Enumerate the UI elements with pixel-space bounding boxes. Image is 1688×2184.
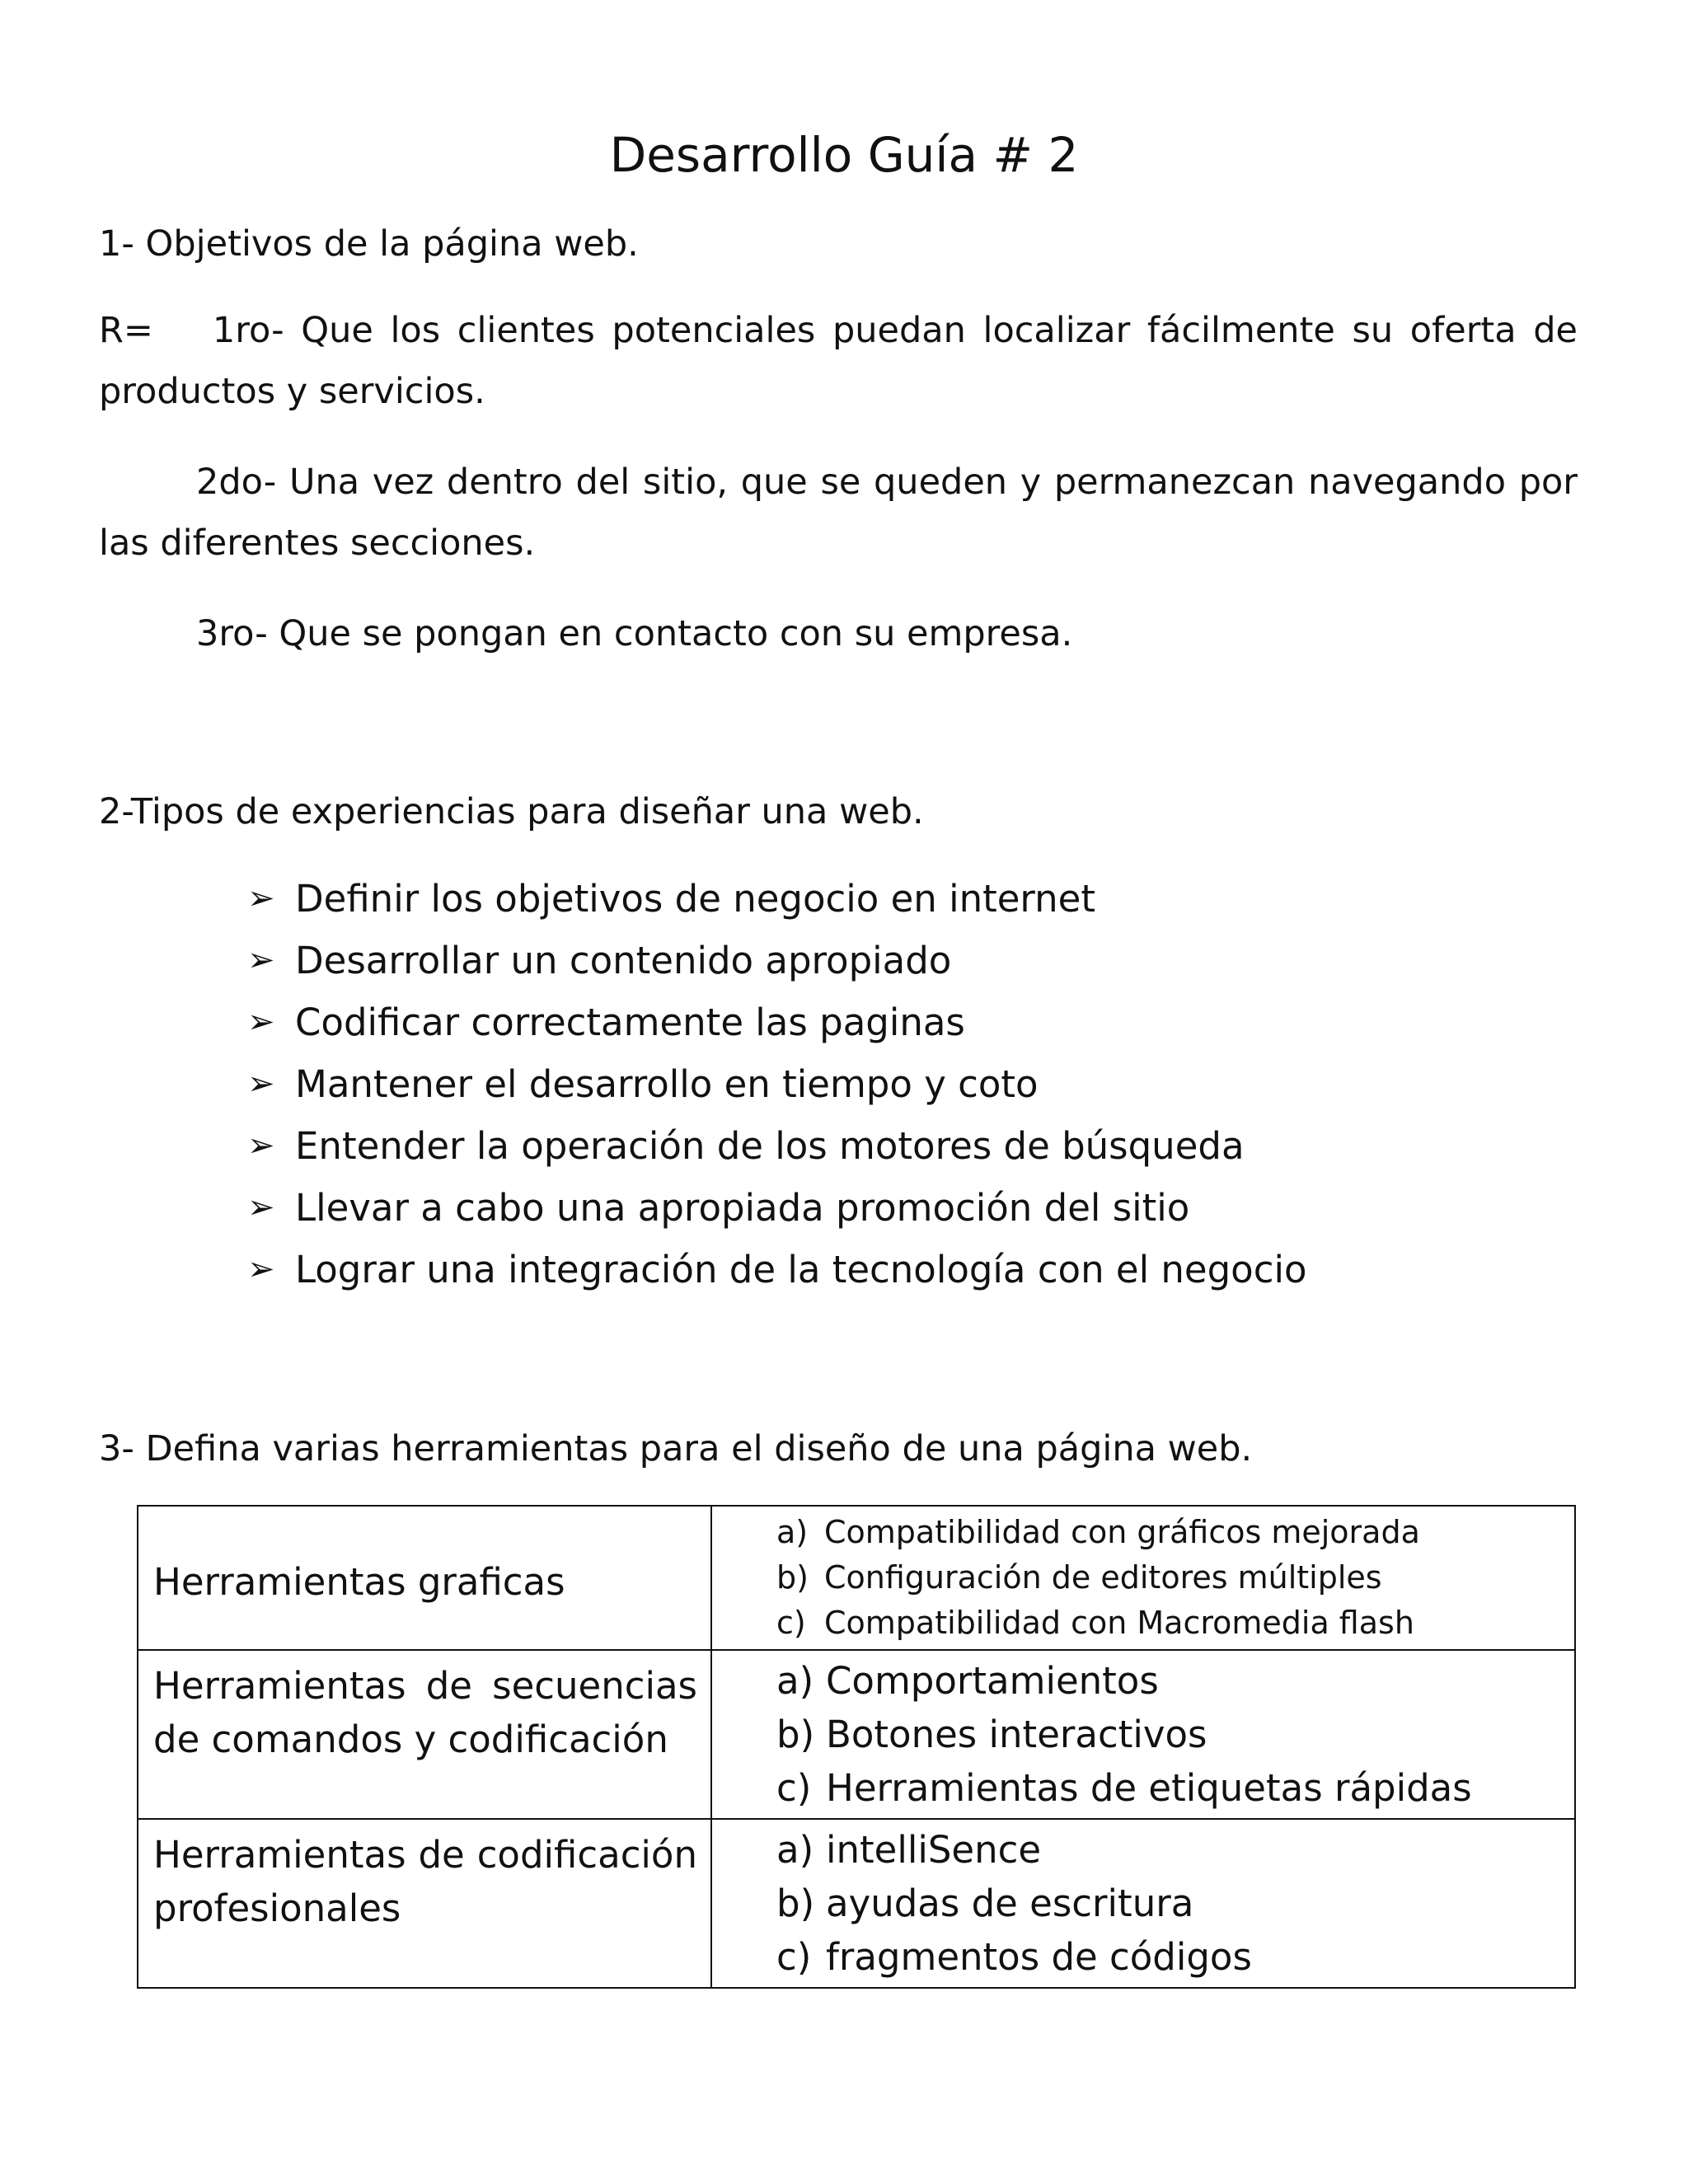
list-item: ➢ Lograr una integración de la tecnología con el negocio [247,1239,1306,1301]
table-cell-category: Herramientas graficas [138,1506,711,1650]
section1-heading: 1- Objetivos de la página web. [99,223,639,265]
table-cell-category: Herramientas de secuencias de comandos y codificación [138,1650,711,1819]
arrow-bullet-icon: ➢ [247,941,275,979]
page-title: Desarrollo Guía # 2 [609,127,1079,183]
list-item: ➢ Entender la operación de los motores de búsqueda [247,1115,1306,1177]
objective-3-text: 3ro- Que se pongan en contacto con su empresa. [196,613,1073,654]
objective-2-text: 2do- Una vez dentro del sitio, que se queden y permanezcan navegando por las diferentes secciones. [99,462,1578,564]
option-item: c) Compatibilidad con Macromedia flash [776,1605,1414,1641]
arrow-bullet-icon: ➢ [247,1188,275,1226]
section3-heading: 3- Defina varias herramientas para el diseño de una página web. [99,1428,1253,1469]
option-item: b) Configuración de editores múltiples [776,1559,1382,1596]
objective-1 [99,300,1578,422]
option-item: a) intelliSence [776,1828,1042,1872]
table-row [138,1506,1575,1650]
table-cell-category: Herramientas de codificación profesionales [138,1819,711,1988]
table-row [138,1819,1575,1988]
list-item: ➢ Mantener el desarrollo en tiempo y coto [247,1053,1306,1115]
answer-prefix: R= [99,310,153,351]
arrow-bullet-icon: ➢ [247,1127,275,1165]
arrow-bullet-icon: ➢ [247,1065,275,1103]
list-item: ➢ Desarrollar un contenido apropiado [247,930,1306,991]
option-item: c) Herramientas de etiquetas rápidas [776,1766,1472,1810]
option-item: c) fragmentos de códigos [776,1935,1252,1979]
list-item: ➢ Llevar a cabo una apropiada promoción del sitio [247,1177,1306,1239]
option-item: a) Comportamientos [776,1659,1159,1703]
objective-1-text: 1ro- Que los clientes potenciales puedan localizar fácilmente su oferta de productos y servicios. [99,310,1578,412]
objective-3 [99,603,1578,664]
table-cell-options [711,1650,1575,1819]
arrow-bullet-icon: ➢ [247,1250,275,1288]
option-item: b) ayudas de escritura [776,1882,1194,1925]
experience-list [247,868,1306,1301]
list-item: ➢ Codificar correctamente las paginas [247,991,1306,1053]
tools-table [137,1505,1576,1989]
list-item: ➢ Definir los objetivos de negocio en internet [247,868,1306,930]
arrow-bullet-icon: ➢ [247,879,275,917]
section2-heading: 2-Tipos de experiencias para diseñar una web. [99,791,924,832]
arrow-bullet-icon: ➢ [247,1003,275,1041]
objective-2 [99,452,1578,574]
option-item: a) Compatibilidad con gráficos mejorada [776,1514,1420,1550]
table-cell-options [711,1506,1575,1650]
option-item: b) Botones interactivos [776,1713,1207,1756]
table-cell-options [711,1819,1575,1988]
table-row [138,1650,1575,1819]
